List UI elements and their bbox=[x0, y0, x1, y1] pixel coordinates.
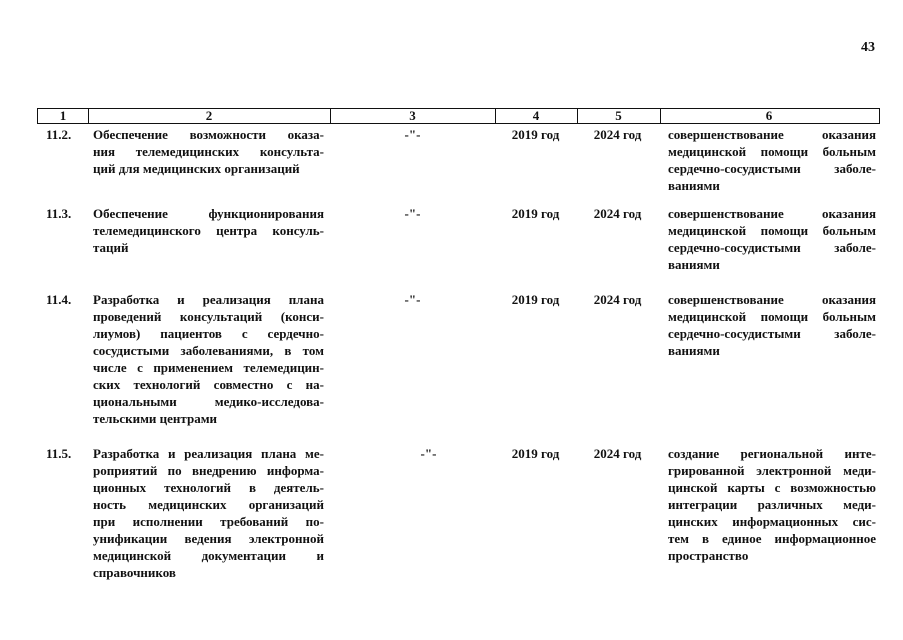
result-line: цинской карты с возможностью bbox=[668, 480, 876, 495]
row-description bbox=[93, 445, 324, 581]
row-result bbox=[668, 445, 876, 564]
description-line: циональными медико-исследова- bbox=[93, 394, 324, 409]
description-line: медицинской документации и bbox=[93, 548, 324, 563]
result-line: сердечно-сосудистыми заболе- bbox=[668, 240, 876, 255]
row-start-year: 2019 год bbox=[511, 206, 560, 221]
row-number: 11.2. bbox=[46, 127, 72, 142]
row-number: 11.3. bbox=[46, 206, 72, 221]
row-description bbox=[93, 291, 324, 427]
row-executor: -"- bbox=[420, 446, 437, 461]
row-result bbox=[668, 291, 876, 359]
description-line: лиумов) пациентов с сердечно- bbox=[93, 326, 324, 341]
header-col-5: 5 bbox=[615, 108, 622, 123]
description-line: ния телемедицинских консульта- bbox=[93, 144, 324, 159]
page-number: 43 bbox=[861, 40, 875, 55]
description-line: Обеспечение функционирования bbox=[93, 206, 324, 221]
row-description bbox=[93, 205, 324, 256]
row-end-year: 2024 год bbox=[593, 446, 642, 461]
header-col-3: 3 bbox=[409, 108, 416, 123]
description-line: ность медицинских организаций bbox=[93, 497, 324, 512]
description-line: Разработка и реализация плана ме- bbox=[93, 446, 324, 461]
description-line: Разработка и реализация плана bbox=[93, 292, 324, 307]
description-line: роприятий по внедрению информа- bbox=[93, 463, 324, 478]
row-executor: -"- bbox=[404, 127, 421, 142]
header-col-4: 4 bbox=[532, 108, 540, 123]
description-line: сосудистыми заболеваниями, в том bbox=[93, 343, 324, 358]
row-start-year: 2019 год bbox=[511, 446, 560, 461]
result-line: интеграции различных меди- bbox=[668, 497, 876, 512]
header-col-6: 6 bbox=[765, 108, 773, 123]
row-end-year: 2024 год bbox=[593, 292, 642, 307]
row-description bbox=[93, 126, 324, 177]
result-line: медицинской помощи больным bbox=[668, 223, 876, 238]
row-start-year: 2019 год bbox=[511, 292, 560, 307]
description-line: числе с применением телемедицин- bbox=[93, 360, 324, 375]
result-line: совершенствование оказания bbox=[668, 206, 876, 221]
row-start-year: 2019 год bbox=[511, 127, 560, 142]
row-end-year: 2024 год bbox=[593, 127, 642, 142]
description-line: проведений консультаций (конси- bbox=[93, 309, 324, 324]
result-line: ваниями bbox=[668, 178, 720, 193]
result-line: пространство bbox=[668, 548, 749, 563]
row-result bbox=[668, 205, 876, 273]
result-line: сердечно-сосудистыми заболе- bbox=[668, 161, 876, 176]
result-line: создание региональной инте- bbox=[668, 446, 876, 461]
result-line: ваниями bbox=[668, 343, 720, 358]
description-line: унификации ведения электронной bbox=[93, 531, 324, 546]
description-line: ских технологий совместно с на- bbox=[93, 377, 324, 392]
result-line: ваниями bbox=[668, 257, 720, 272]
result-line: тем в единое информационное bbox=[668, 531, 876, 546]
result-line: медицинской помощи больным bbox=[668, 309, 876, 324]
row-number: 11.5. bbox=[46, 446, 72, 461]
description-line: тельскими центрами bbox=[93, 411, 218, 426]
description-line: телемедицинского центра консуль- bbox=[93, 223, 324, 238]
result-line: совершенствование оказания bbox=[668, 127, 876, 142]
row-executor: -"- bbox=[404, 206, 421, 221]
description-line: при исполнении требований по- bbox=[93, 514, 324, 529]
description-line: справочников bbox=[93, 565, 176, 580]
row-number: 11.4. bbox=[46, 292, 72, 307]
result-line: сердечно-сосудистыми заболе- bbox=[668, 326, 876, 341]
header-col-1: 1 bbox=[59, 108, 67, 123]
description-line: Обеспечение возможности оказа- bbox=[93, 127, 324, 142]
description-line: ционных технологий в деятель- bbox=[93, 480, 324, 495]
description-line: ций для медицинских организаций bbox=[93, 161, 300, 176]
description-line: таций bbox=[93, 240, 129, 255]
result-line: медицинской помощи больным bbox=[668, 144, 876, 159]
row-executor: -"- bbox=[404, 292, 421, 307]
row-end-year: 2024 год bbox=[593, 206, 642, 221]
row-result bbox=[668, 126, 876, 194]
result-line: совершенствование оказания bbox=[668, 292, 876, 307]
header-col-2: 2 bbox=[205, 108, 213, 123]
result-line: грированной электронной меди- bbox=[668, 463, 876, 478]
result-line: цинских информационных сис- bbox=[668, 514, 876, 529]
table-header-row bbox=[37, 108, 880, 124]
